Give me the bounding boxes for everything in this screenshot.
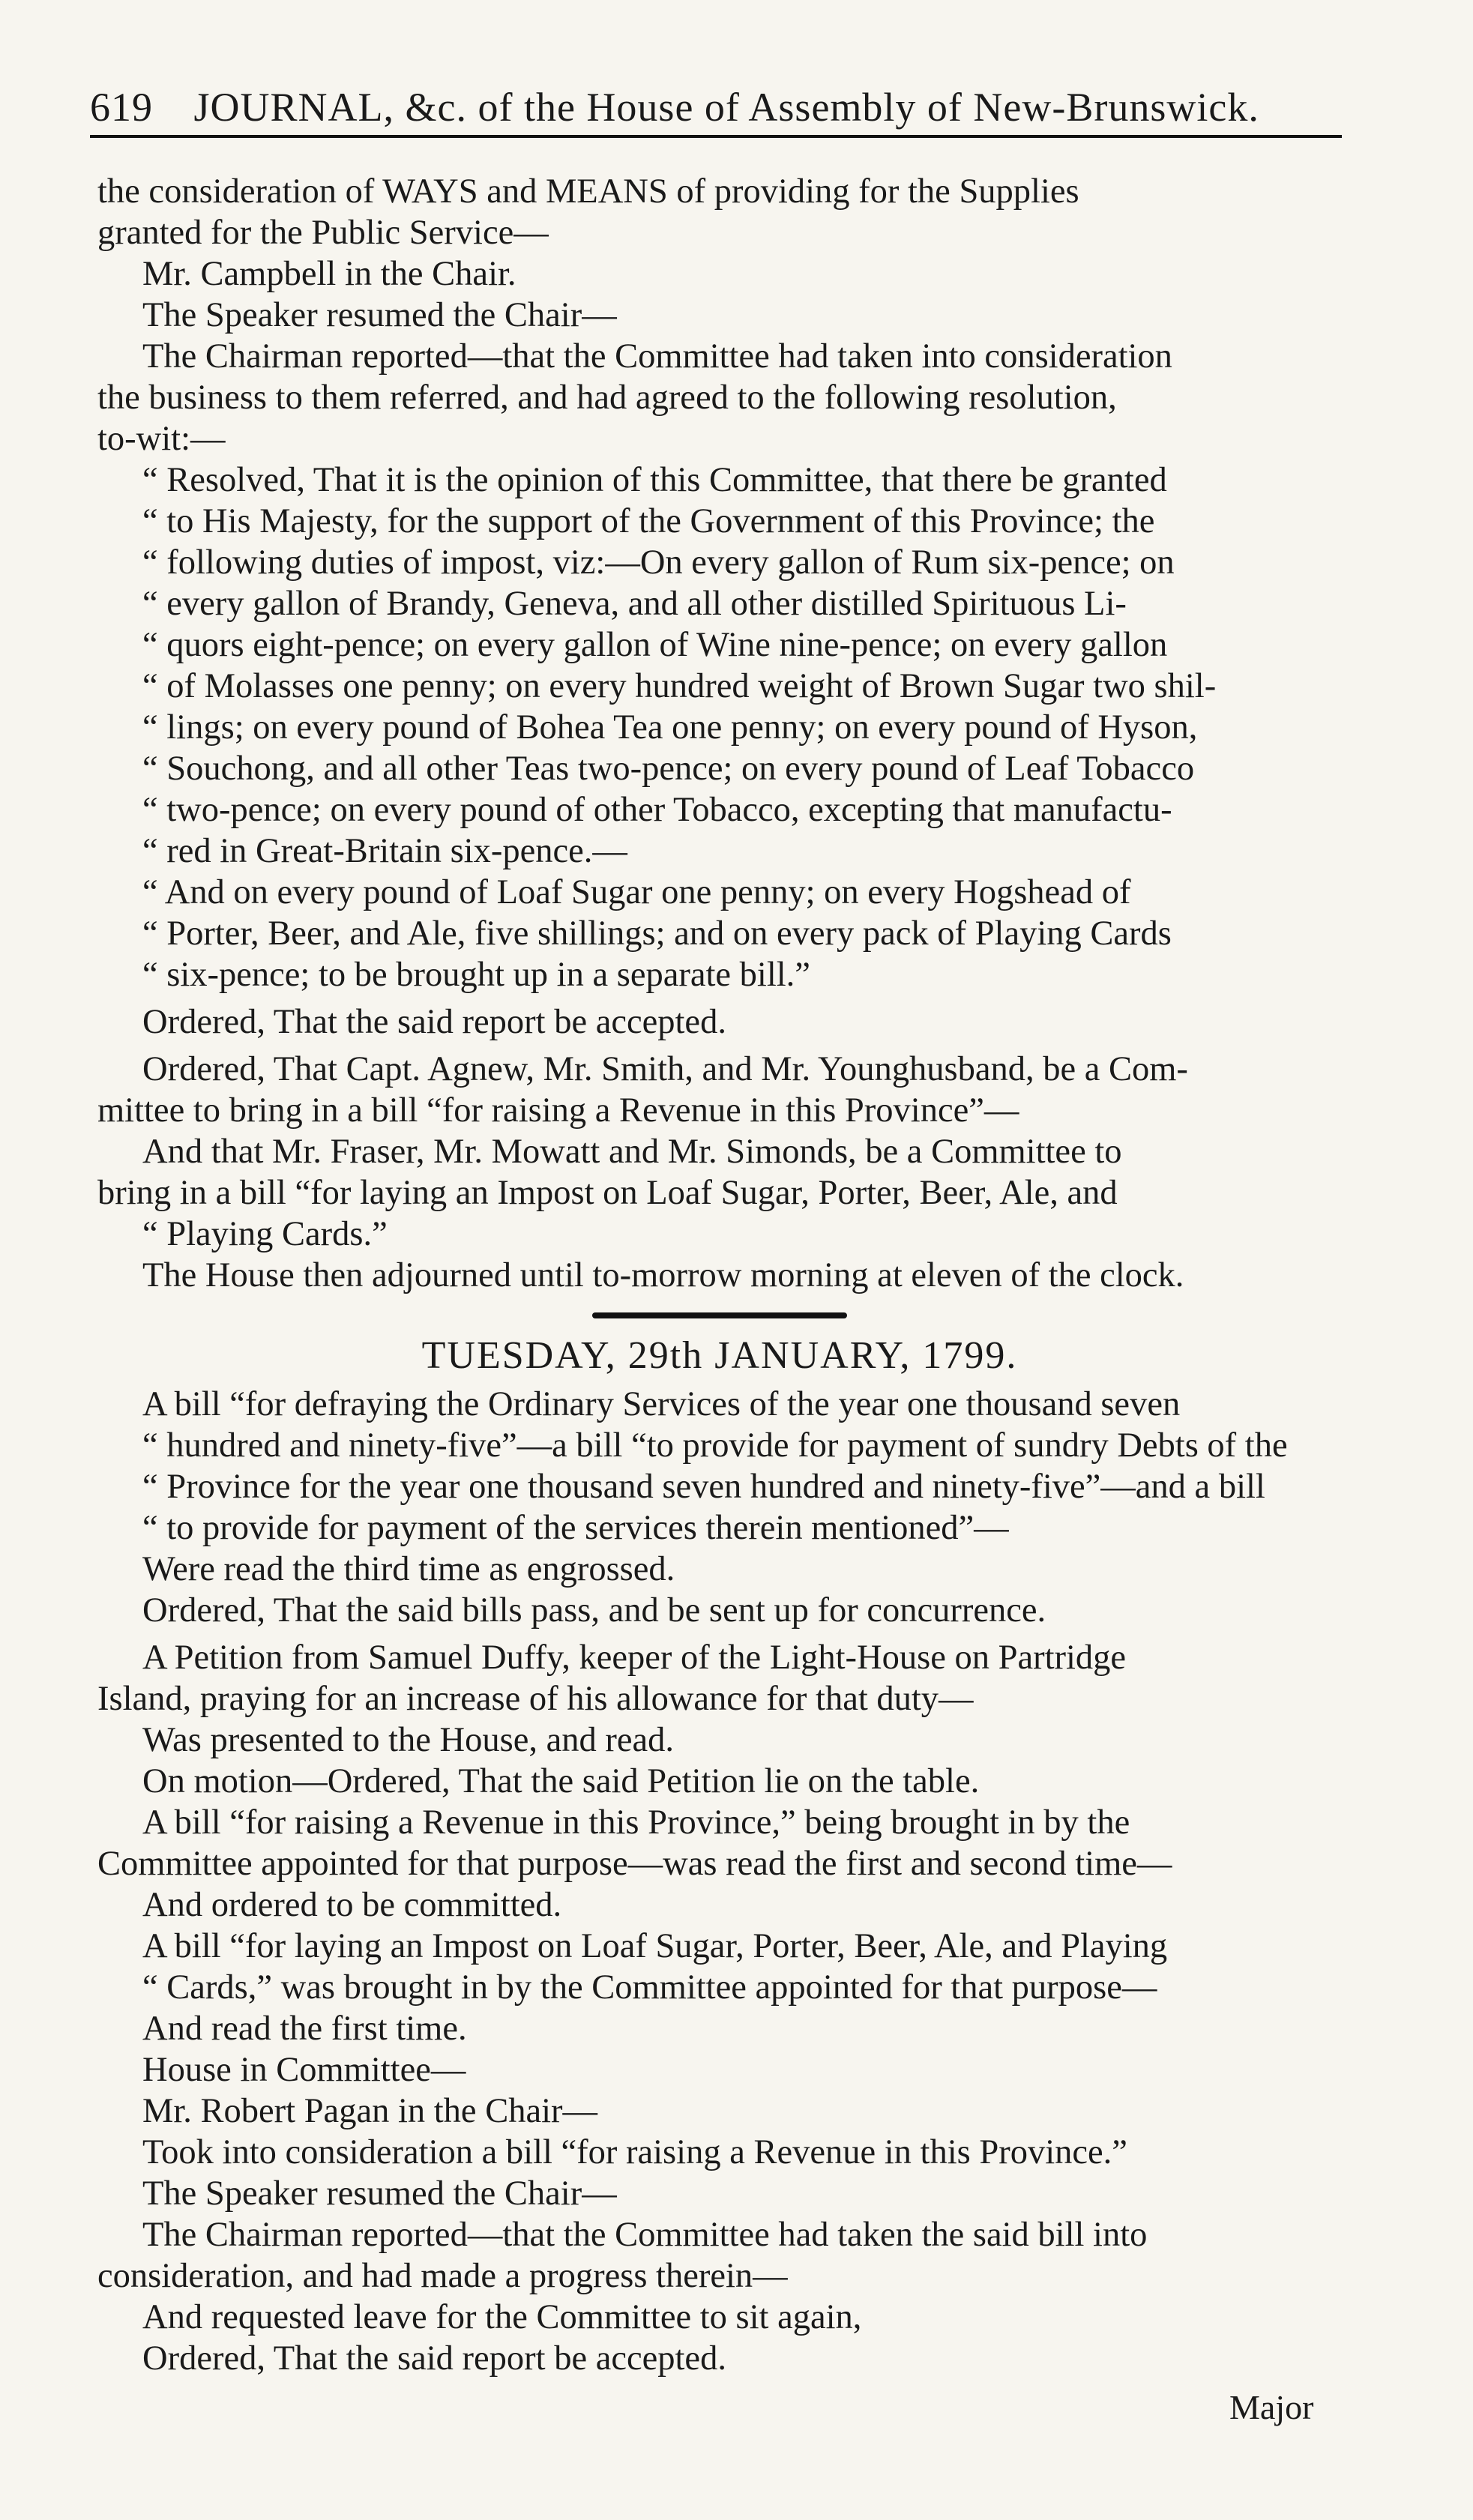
text-line: to-wit:— bbox=[97, 420, 226, 458]
text-line: Ordered, That the said bills pass, and be sent up for concurrence. bbox=[142, 1591, 1046, 1630]
text-line: Mr. Robert Pagan in the Chair— bbox=[142, 2092, 597, 2130]
text-line: “ Playing Cards.” bbox=[142, 1215, 388, 1253]
text-line: Were read the third time as engrossed. bbox=[142, 1550, 675, 1588]
text-line: Mr. Campbell in the Chair. bbox=[142, 255, 516, 293]
running-head bbox=[90, 84, 1349, 130]
text-line: “ quors eight-pence; on every gallon of Wine nine-pence; on every gallon bbox=[142, 626, 1168, 664]
text-line: On motion—Ordered, That the said Petition lie on the table. bbox=[142, 1762, 980, 1800]
page-number: 619 bbox=[90, 85, 153, 130]
text-line: A Petition from Samuel Duffy, keeper of the Light-House on Partridge bbox=[142, 1639, 1127, 1677]
text-line: Took into consideration a bill “for raising a Revenue in this Province.” bbox=[142, 2133, 1127, 2171]
catchword: Major bbox=[1229, 2388, 1314, 2426]
text-line: Was presented to the House, and read. bbox=[142, 1721, 675, 1759]
text-line: Island, praying for an increase of his allowance for that duty— bbox=[97, 1680, 974, 1718]
text-line: the business to them referred, and had agreed to the following resolution, bbox=[97, 379, 1117, 417]
text-line: Ordered, That the said report be accepted. bbox=[142, 2339, 726, 2378]
text-line: “ Souchong, and all other Teas two-pence; on every pound of Leaf Tobacco bbox=[142, 750, 1195, 788]
text-line: A bill “for raising a Revenue in this Province,” being brought in by the bbox=[142, 1803, 1130, 1842]
text-line: “ two-pence; on every pound of other Tobacco, excepting that manufactu- bbox=[142, 791, 1172, 829]
journal-body bbox=[97, 171, 1342, 2379]
text-line: Ordered, That the said report be accepted. bbox=[142, 1003, 726, 1041]
text-line: “ to His Majesty, for the support of the Government of this Province; the bbox=[142, 502, 1155, 540]
header-rule bbox=[90, 135, 1342, 138]
section-divider bbox=[592, 1312, 847, 1318]
text-line: The House then adjourned until to-morrow morning at eleven of the clock. bbox=[142, 1256, 1184, 1294]
text-line: “ Porter, Beer, and Ale, five shillings; and on every pack of Playing Cards bbox=[142, 914, 1172, 953]
text-line: A bill “for defraying the Ordinary Services of the year one thousand seven bbox=[142, 1385, 1181, 1423]
text-line: mittee to bring in a bill “for raising a Revenue in this Province”— bbox=[97, 1091, 1019, 1130]
text-line: And that Mr. Fraser, Mr. Mowatt and Mr. Simonds, be a Committee to bbox=[142, 1133, 1122, 1171]
text-line: And ordered to be committed. bbox=[142, 1886, 562, 1924]
text-line: consideration, and had made a progress therein— bbox=[97, 2257, 788, 2295]
text-line: And read the first time. bbox=[142, 2010, 467, 2048]
page-title: JOURNAL, &c. of the House of Assembly of New-Brunswick. bbox=[193, 85, 1259, 130]
text-line: “ red in Great-Britain six-pence.— bbox=[142, 832, 627, 870]
text-line: “ Cards,” was brought in by the Committee appointed for that purpose— bbox=[142, 1968, 1157, 2007]
text-line: Committee appointed for that purpose—was read the first and second time— bbox=[97, 1845, 1172, 1883]
text-line: The Speaker resumed the Chair— bbox=[142, 2174, 617, 2213]
text-line: “ Province for the year one thousand seven hundred and ninety-five”—and a bill bbox=[142, 1468, 1265, 1506]
text-line: The Speaker resumed the Chair— bbox=[142, 296, 617, 334]
text-line: A bill “for laying an Impost on Loaf Sugar, Porter, Beer, Ale, and Playing bbox=[142, 1927, 1168, 1965]
text-line: Ordered, That Capt. Agnew, Mr. Smith, and Mr. Younghusband, be a Com- bbox=[142, 1050, 1188, 1088]
text-line: “ And on every pound of Loaf Sugar one penny; on every Hogshead of bbox=[142, 873, 1131, 911]
text-line: “ six-pence; to be brought up in a separate bill.” bbox=[142, 956, 810, 994]
text-line: granted for the Public Service— bbox=[97, 214, 549, 252]
text-line: House in Committee— bbox=[142, 2051, 466, 2089]
text-line: The Chairman reported—that the Committee had taken into consideration bbox=[142, 337, 1172, 376]
text-line: bring in a bill “for laying an Impost on Loaf Sugar, Porter, Beer, Ale, and bbox=[97, 1174, 1118, 1212]
text-line: The Chairman reported—that the Committee had taken the said bill into bbox=[142, 2216, 1148, 2254]
text-line: “ Resolved, That it is the opinion of this Committee, that there be granted bbox=[142, 461, 1167, 499]
text-line: “ to provide for payment of the services therein mentioned”— bbox=[142, 1509, 1009, 1547]
text-line: the consideration of WAYS and MEANS of providing for the Supplies bbox=[97, 172, 1079, 211]
date-heading: TUESDAY, 29th JANUARY, 1799. bbox=[421, 1334, 1018, 1377]
text-line: “ hundred and ninety-five”—a bill “to provide for payment of sundry Debts of the bbox=[142, 1426, 1288, 1465]
text-line: “ every gallon of Brandy, Geneva, and all other distilled Spirituous Li- bbox=[142, 585, 1127, 623]
text-line: “ of Molasses one penny; on every hundred weight of Brown Sugar two shil- bbox=[142, 667, 1217, 705]
text-line: “ lings; on every pound of Bohea Tea one penny; on every pound of Hyson, bbox=[142, 708, 1198, 747]
text-line: “ following duties of impost, viz:—On every gallon of Rum six-pence; on bbox=[142, 543, 1175, 582]
text-line: And requested leave for the Committee to sit again, bbox=[142, 2298, 862, 2336]
